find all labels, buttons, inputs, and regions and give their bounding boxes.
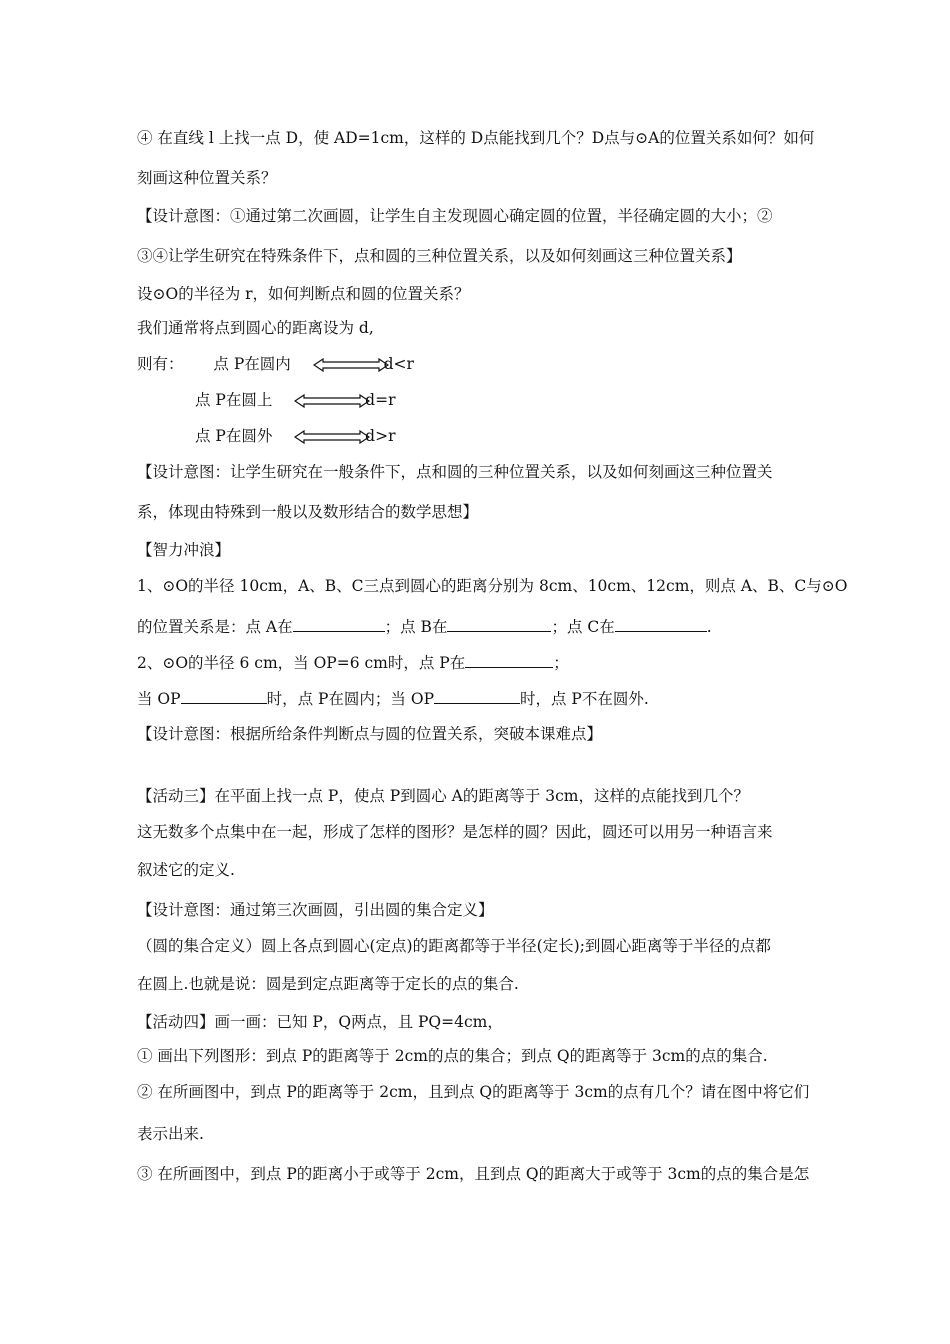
design-intent-1-line-1: 【设计意图：①通过第二次画圆，让学生自主发现圆心确定圆的位置，半径确定圆的大小；② — [137, 207, 773, 225]
exercise-2-text-b: ； — [553, 654, 569, 672]
section-heading-challenge: 【智力冲浪】 — [137, 541, 231, 559]
relation-outside-value: d>r — [365, 427, 396, 445]
exercise-2-text-e: 时，点 P不在圆外. — [520, 690, 649, 708]
relation-outside-label: 点 P在圆外 — [195, 427, 273, 445]
exercise-1-text-a: 的位置关系是：点 A在 — [137, 618, 293, 636]
activity-4-item-3: ③ 在所画图中，到点 P的距离小于或等于 2cm，且到点 Q的距离大于或等于 3cm的点的集合是怎 — [137, 1165, 810, 1183]
relation-row-outside — [195, 426, 396, 446]
distance-definition: 我们通常将点到圆心的距离设为 d, — [137, 319, 374, 337]
answer-blank-b[interactable] — [447, 616, 551, 632]
exercise-1-text-c: ；点 C在 — [551, 618, 615, 636]
answer-blank-f[interactable] — [434, 688, 520, 704]
relation-row-inside — [137, 354, 414, 374]
activity-3-line-3: 叙述它的定义. — [137, 861, 235, 879]
question-4-line-2: 刻画这种位置关系？ — [137, 169, 277, 187]
answer-blank-c[interactable] — [615, 616, 707, 632]
activity-4-heading: 【活动四】画一画：已知 P，Q两点，且 PQ=4cm， — [137, 1013, 503, 1031]
design-intent-4: 【设计意图：通过第三次画圆，引出圆的集合定义】 — [137, 901, 494, 919]
exercise-1-text-b: ；点 B在 — [384, 618, 448, 636]
exercise-2-line-1 — [137, 652, 569, 673]
design-intent-1-line-2: ③④让学生研究在特殊条件下，点和圆的三种位置关系，以及如何刻画这三种位置关系】 — [137, 247, 742, 265]
exercise-2-text-a: 2、⊙O的半径 6 cm，当 OP=6 cm时，点 P在 — [137, 654, 466, 672]
relation-row-on — [195, 390, 396, 410]
exercise-2-line-2 — [137, 688, 649, 709]
set-definition-line-1: （圆的集合定义）圆上各点到圆心(定点)的距离都等于半径(定长);到圆心距离等于半径的点都 — [137, 937, 771, 955]
exercise-1-line-1: 1、⊙O的半径 10cm，A、B、C三点到圆心的距离分别为 8cm、10cm、12cm，则点 A、B、C与⊙O — [137, 577, 848, 595]
design-intent-3: 【设计意图：根据所给条件判断点与圆的位置关系，突破本课难点】 — [137, 725, 603, 743]
design-intent-2-line-2: 系，体现由特殊到一般以及数形结合的数学思想】 — [137, 503, 479, 521]
relation-inside-label: 点 P在圆内 — [213, 355, 291, 373]
relation-on-label: 点 P在圆上 — [195, 391, 273, 409]
relation-inside-value: d<r — [383, 355, 414, 373]
answer-blank-a[interactable] — [293, 616, 385, 632]
exercise-1-line-2 — [137, 616, 712, 637]
exercise-2-text-d: 时，点 P在圆内；当 OP — [266, 690, 434, 708]
activity-4-item-2-line-2: 表示出来. — [137, 1125, 204, 1143]
activity-4-item-1: ① 画出下列图形：到点 P的距离等于 2cm的点的集合；到点 Q的距离等于 3cm的点的集合. — [137, 1047, 768, 1065]
activity-4-item-2-line-1: ② 在所画图中，到点 P的距离等于 2cm，且到点 Q的距离等于 3cm的点有几个？请在图中将它们 — [137, 1083, 810, 1101]
double-arrow-icon — [313, 358, 389, 372]
double-arrow-icon — [294, 430, 370, 444]
activity-3-line-1: 【活动三】在平面上找一点 P，使点 P到圆心 A的距离等于 3cm，这样的点能找到几个？ — [137, 787, 750, 805]
exercise-2-text-c: 当 OP — [137, 690, 181, 708]
activity-3-line-2: 这无数多个点集中在一起，形成了怎样的图形？是怎样的圆？因此，圆还可以用另一种语言来 — [137, 823, 773, 841]
radius-question: 设⊙O的半径为 r，如何判断点和圆的位置关系？ — [137, 285, 470, 303]
double-arrow-icon — [294, 394, 370, 408]
set-definition-line-2: 在圆上.也就是说：圆是到定点距离等于定长的点的集合. — [137, 975, 519, 993]
answer-blank-e[interactable] — [181, 688, 267, 704]
question-4-line-1: ④ 在直线 l 上找一点 D，使 AD=1cm，这样的 D点能找到几个？D点与⊙A的位置关系如何？如何 — [137, 129, 815, 147]
relation-on-value: d=r — [365, 391, 396, 409]
answer-blank-d[interactable] — [465, 652, 553, 668]
exercise-1-text-d: . — [706, 618, 712, 636]
design-intent-2-line-1: 【设计意图：让学生研究在一般条件下，点和圆的三种位置关系，以及如何刻画这三种位置关 — [137, 463, 773, 481]
relation-prefix: 则有： — [137, 355, 184, 373]
